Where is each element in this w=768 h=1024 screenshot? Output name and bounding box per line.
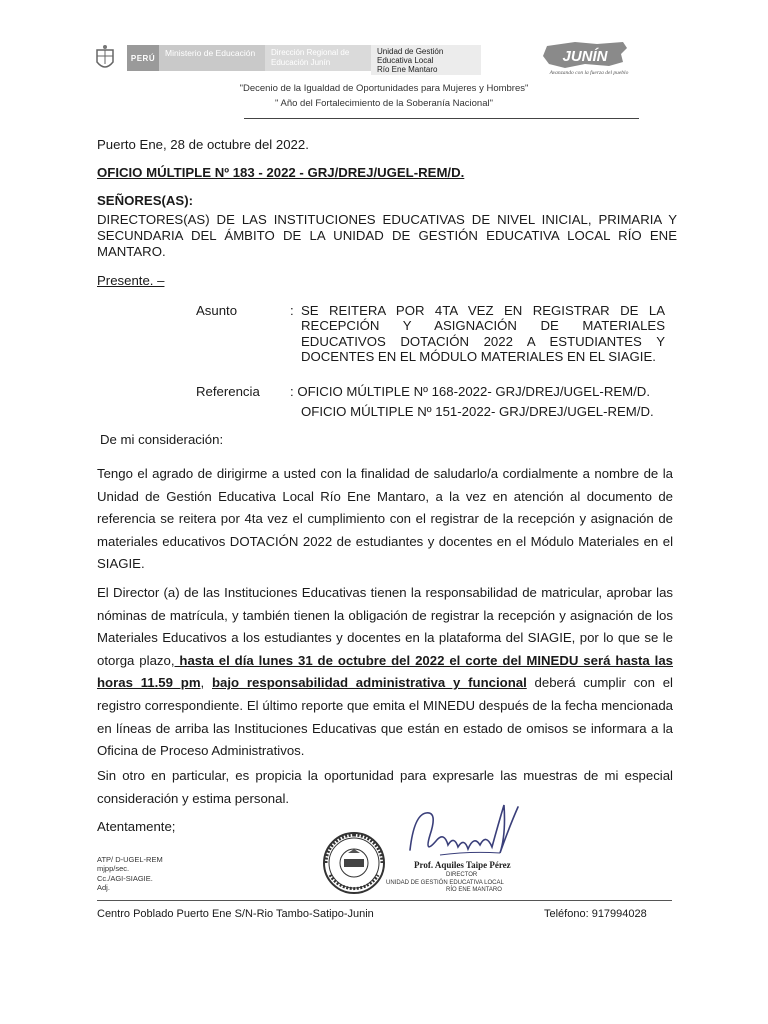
reference-label: Referencia	[196, 384, 260, 399]
ugel-line-1: Unidad de Gestión	[377, 47, 444, 56]
ugel-line-3: Río Ene Mantaro	[377, 65, 438, 74]
greeting: De mi consideración:	[100, 432, 224, 447]
paragraph-2-rest: deberá cumplir con el registro correspondiente. El último reporte que emita el MINEDU después de la fecha mencionada en líneas de arriba las Instituciones Educativas que están en estado de omisos se informara a la Oficina de Proceso Administrativos.	[97, 675, 673, 759]
ugel-label	[371, 45, 481, 75]
subject-text: SE REITERA POR 4TA VEZ EN REGISTRAR DE LA RECEPCIÓN Y ASIGNACIÓN DE MATERIALES EDUCATIVOS DOTACIÓN 2022 A ESTUDIANTES Y DOCENTES EN EL MÓDULO MATERIALES EN EL SIAGIE.	[301, 303, 665, 364]
peru-label: PERÚ	[127, 45, 159, 71]
ministry-label: Ministerio de Educación	[159, 45, 265, 71]
reference-1: : OFICIO MÚLTIPLE Nº 168-2022- GRJ/DREJ/UGEL-REM/D.	[290, 384, 650, 399]
deadline-text: hasta el día lunes 31 de octubre del 2022 el corte del MINEDU será hasta las horas 11.59 pm	[97, 652, 674, 691]
paragraph-1: Tengo el agrado de dirigirme a usted con la finalidad de saludarlo/a cordialmente a nombre de la Unidad de Gestión Educativa Local Río Ene Mantaro, a la vez en atención al documento de referencia se reitera por 4ta vez el cumplimiento con el registrar de la recepción y asignación de materiales educativos DOTACIÓN 2022 de estudiantes y docentes en el Módulo Materiales en el SIAGIE.	[97, 466, 673, 572]
signer-role: DIRECTOR	[446, 872, 478, 878]
regional-direction-label: Dirección Regional de Educación Junín	[265, 45, 371, 71]
junin-region-logo	[535, 40, 635, 78]
signer-unit-location: RÍO ENE MANTARO	[446, 887, 502, 893]
salutation-header: SEÑORES(AS):	[97, 193, 193, 208]
header-divider	[244, 118, 639, 119]
signer-unit: UNIDAD DE GESTIÓN EDUCATIVA LOCAL	[386, 880, 504, 886]
year-slogan: " Año del Fortalecimiento de la Soberanía Nacional"	[275, 98, 493, 109]
distribution-list	[97, 855, 163, 892]
presente: Presente. –	[97, 273, 165, 288]
decenio-slogan: "Decenio de la Igualdad de Oportunidades para Mujeres y Hombres"	[239, 83, 529, 94]
footer-phone: Teléfono: 917994028	[544, 908, 647, 920]
paragraph-2-separator: ,	[200, 675, 212, 691]
peru-coat-of-arms-icon	[93, 44, 117, 74]
official-seal-stamp	[322, 831, 386, 895]
distribution-item: mjpp/sec.	[97, 864, 130, 874]
paragraph-2-intro: El Director (a) de las Instituciones Educativas tienen la responsabilidad de matricular, aprobar las nóminas de matrícula, y también tienen la obligación de registrar la recepción y asignación de los Materiales Educativos a los estudiantes y docentes en la plataforma del SIAGIE, por lo que se le otorga plazo,	[97, 585, 673, 668]
ugel-line-2: Educativa Local	[377, 56, 434, 65]
responsibility-text: bajo responsabilidad administrativa y funcional	[212, 675, 527, 691]
paragraph-3: Sin otro en particular, es propicia la oportunidad para expresarle las muestras de mi especial consideración y estima personal.	[97, 768, 673, 806]
distribution-item: ATP/ D-UGEL-REM	[97, 855, 163, 864]
signer-name: Prof. Aquiles Taipe Pérez	[414, 860, 511, 870]
recipients: DIRECTORES(AS) DE LAS INSTITUCIONES EDUCATIVAS DE NIVEL INICIAL, PRIMARIA Y SECUNDARIA DEL ÁMBITO DE LA UNIDAD DE GESTIÓN EDUCATIVA LOCAL RÍO ENE MANTARO.	[97, 212, 677, 259]
document-number: OFICIO MÚLTIPLE Nº 183 - 2022 - GRJ/DREJ/UGEL-REM/D.	[97, 165, 465, 180]
closing: Atentamente;	[97, 819, 176, 834]
reference-2: OFICIO MÚLTIPLE Nº 151-2022- GRJ/DREJ/UGEL-REM/D.	[301, 404, 654, 419]
footer-address: Centro Poblado Puerto Ene S/N-Rio Tambo-Satipo-Junin	[97, 908, 374, 920]
svg-text:Avanzando con la fuerza del pu: Avanzando con la fuerza del pueblo	[549, 70, 629, 76]
subject-colon: :	[290, 303, 294, 318]
distribution-item: Cc./AGI-SIAGIE.	[97, 873, 153, 883]
footer-divider	[97, 900, 672, 901]
svg-text:JUNÍN: JUNÍN	[562, 48, 608, 65]
subject-label: Asunto	[196, 303, 238, 318]
place-date: Puerto Ene, 28 de octubre del 2022.	[97, 137, 309, 152]
distribution-item: Adj.	[97, 882, 110, 892]
paragraph-2	[97, 582, 673, 763]
